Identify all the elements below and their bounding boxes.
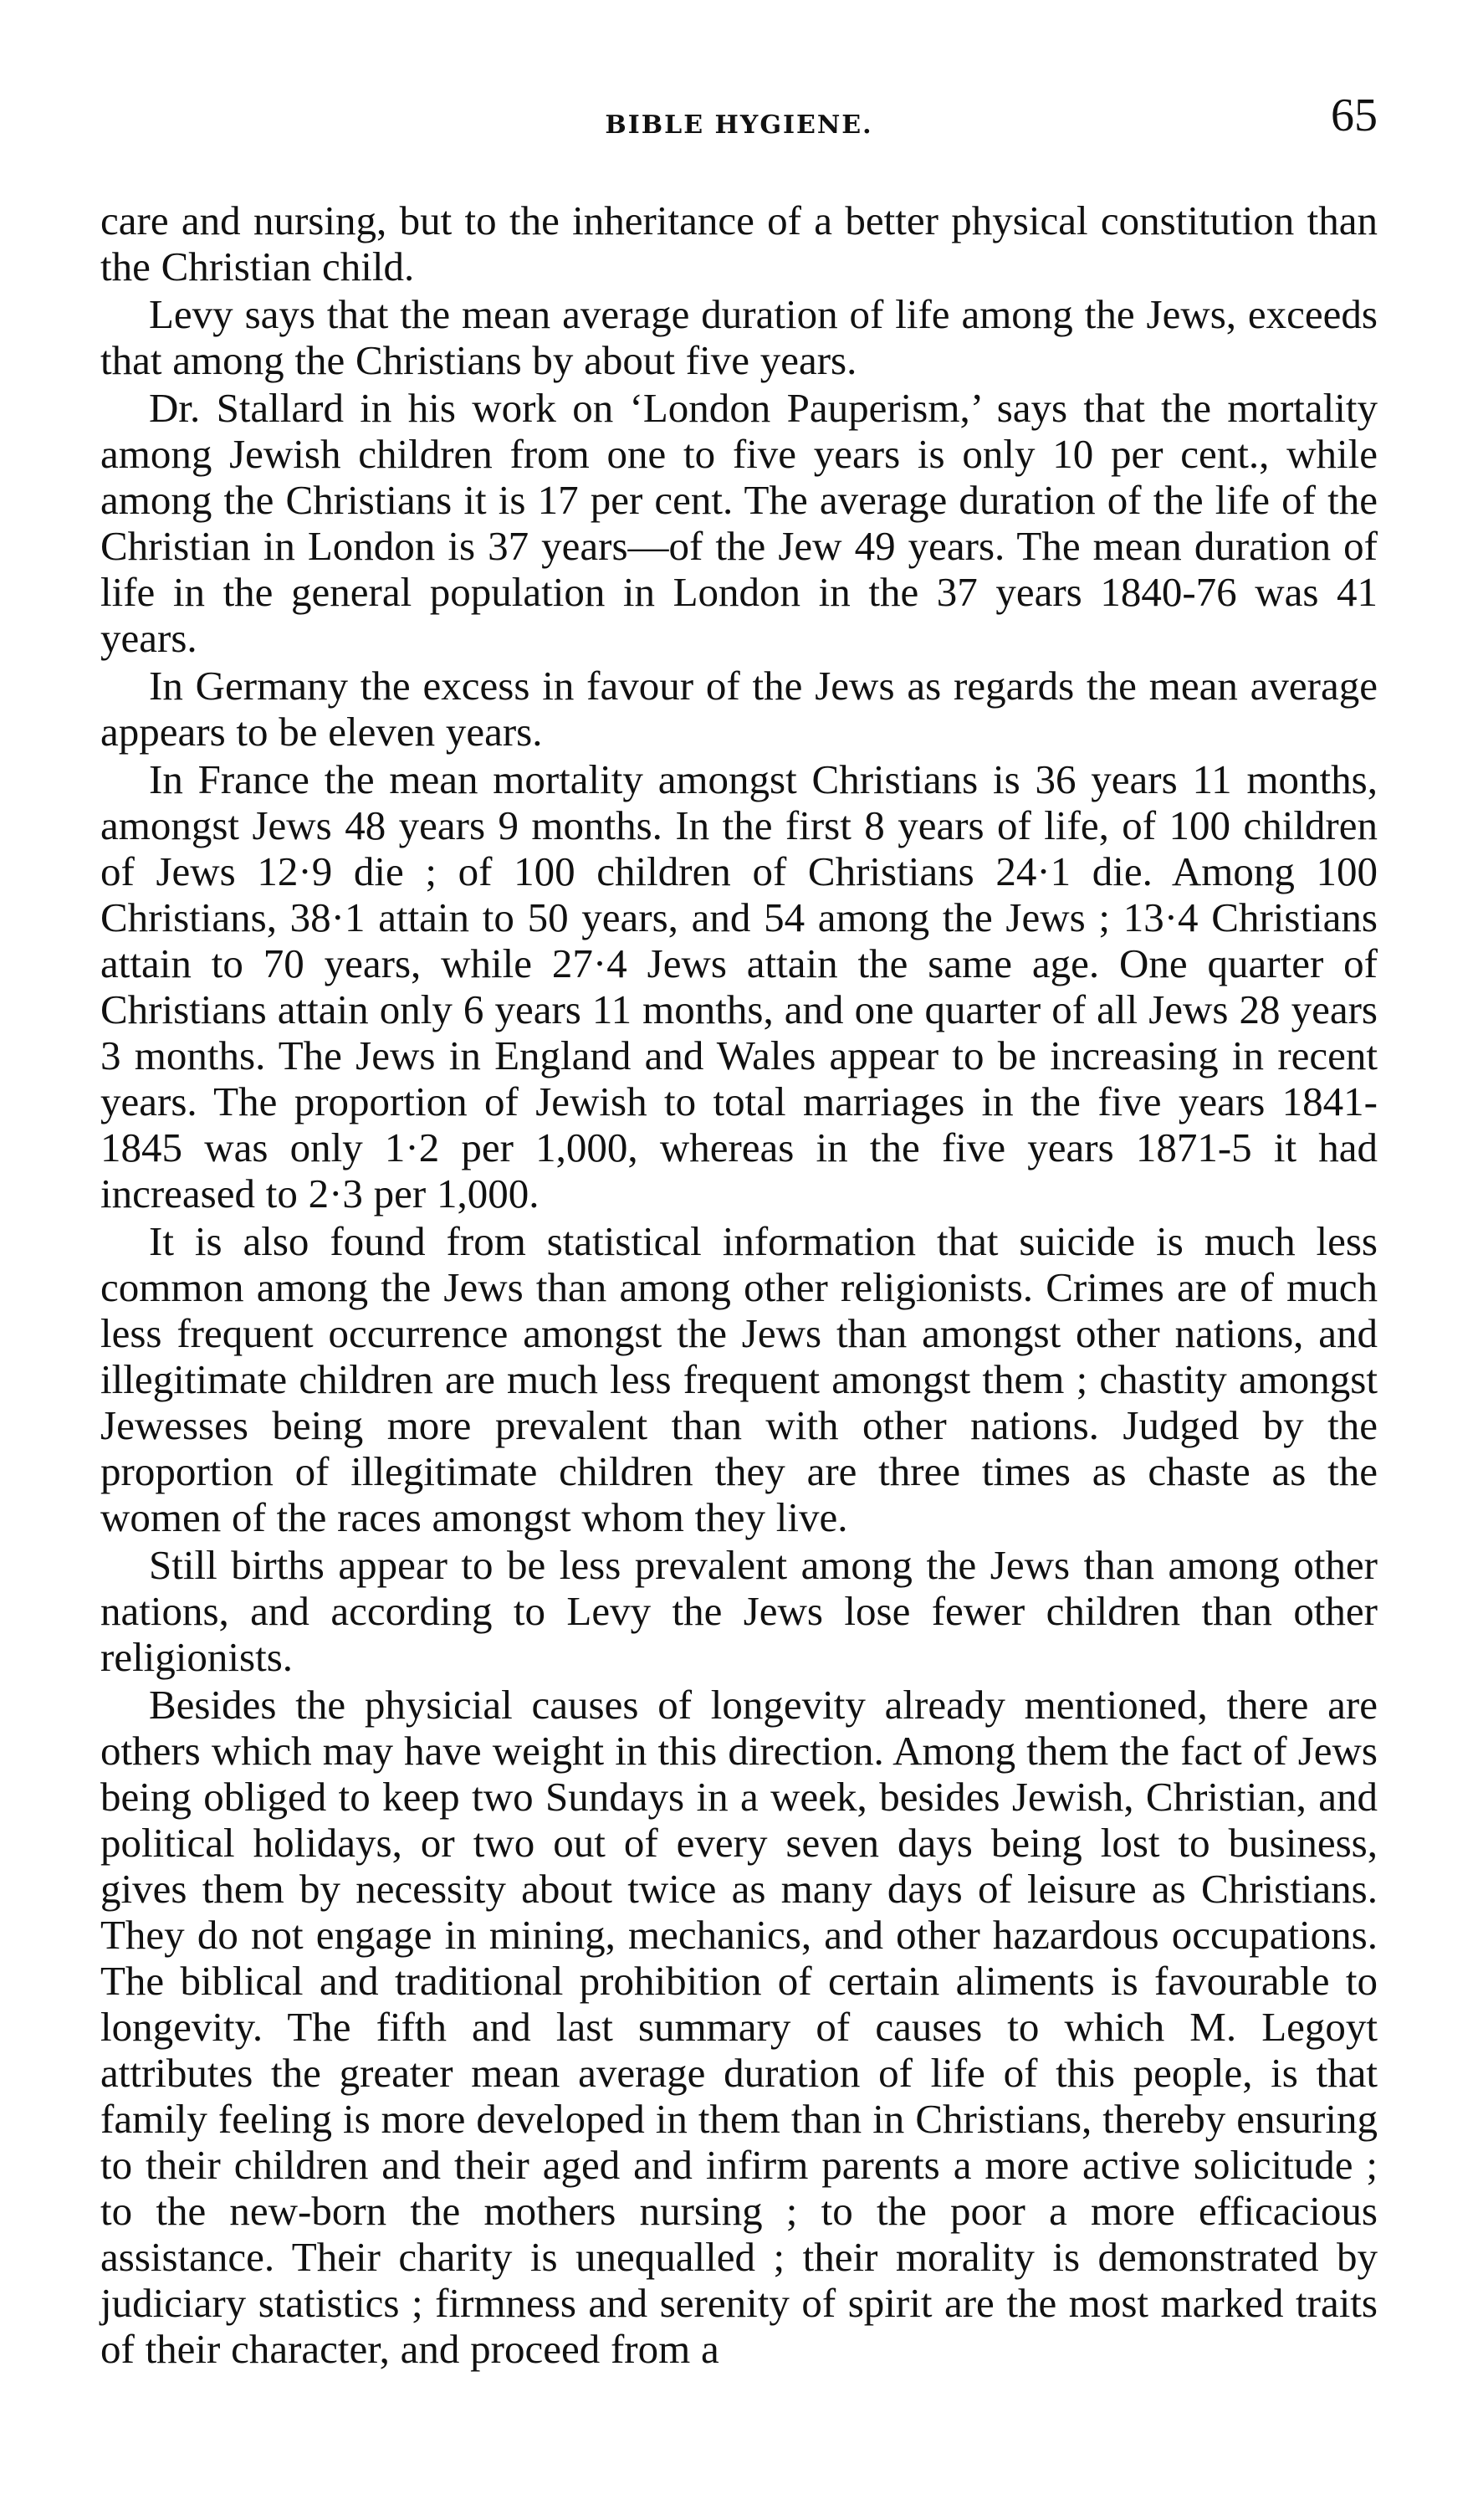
paragraph-stallard: Dr. Stallard in his work on ‘London Pauperism,’ says that the mortality among Jewish children from one to five years is only 10 per cent., while among the Christians it is 17 per cent. The average duration of the life of the Christian in London is 37 years—of the Jew 49 years. The mean duration of life in the general population in London in the 37 years 1840-76 was 41 years. [100, 385, 1378, 661]
paragraph-causes-longevity: Besides the physicial causes of longevity already mentioned, there are others which may have weight in this direction. Among them the fact of Jews being obliged to keep two Sundays in a week, besides Jewish, Christian, and political holidays, or two out of every seven days being lost to business, gives them by necessity about twice as many days of leisure as Christians. They do not engage in mining, mechanics, and other hazardous occupations. The biblical and traditional prohibition of certain aliments is favourable to longevity. The fifth and last summary of causes to which M. Legoyt attributes the greater mean average duration of life of this people, is that family feeling is more developed in them than in Christians, thereby ensuring to their children and their aged and infirm parents a more active solicitude ; to the new-born the mothers nursing ; to the poor a more efficacious assistance. Their charity is unequalled ; their morality is demonstrated by judiciary statistics ; firmness and serenity of spirit are the most marked traits of their character, and proceed from a [100, 1682, 1378, 2372]
paragraph-levy-duration: Levy says that the mean average duration of life among the Jews, exceeds that among the Christians by about five years. [100, 291, 1378, 383]
paragraph-continuation: care and nursing, but to the inheritance of a better physical constitution than the Christian child. [100, 197, 1378, 289]
body-text [100, 197, 1378, 2372]
page-header [100, 92, 1378, 167]
running-head: BIBLE HYGIENE. [605, 110, 873, 140]
paragraph-suicide-crime: It is also found from statistical information that suicide is much less common among the Jews than among other religionists. Crimes are of much less frequent occurrence amongst the Jews than amongst other nations, and illegitimate children are much less frequent amongst them ; chastity amongst Jewesses being more prevalent than with other nations. Judged by the proportion of illegitimate children they are three times as chaste as the women of the races amongst whom they live. [100, 1218, 1378, 1540]
paragraph-still-births: Still births appear to be less prevalent among the Jews than among other nations, and according to Levy the Jews lose fewer children than other religionists. [100, 1542, 1378, 1680]
paragraph-germany: In Germany the excess in favour of the Jews as regards the mean average appears to be eleven years. [100, 663, 1378, 755]
paragraph-france: In France the mean mortality amongst Christians is 36 years 11 months, amongst Jews 48 years 9 months. In the first 8 years of life, of 100 children of Jews 12·9 die ; of 100 children of Christians 24·1 die. Among 100 Christians, 38·1 attain to 50 years, and 54 among the Jews ; 13·4 Christians attain to 70 years, while 27·4 Jews attain the same age. One quarter of Christians attain only 6 years 11 months, and one quarter of all Jews 28 years 3 months. The Jews in England and Wales appear to be increasing in recent years. The proportion of Jewish to total marriages in the five years 1841-1845 was only 1·2 per 1,000, whereas in the five years 1871-5 it had increased to 2·3 per 1,000. [100, 756, 1378, 1216]
page-number: 65 [1331, 90, 1378, 141]
